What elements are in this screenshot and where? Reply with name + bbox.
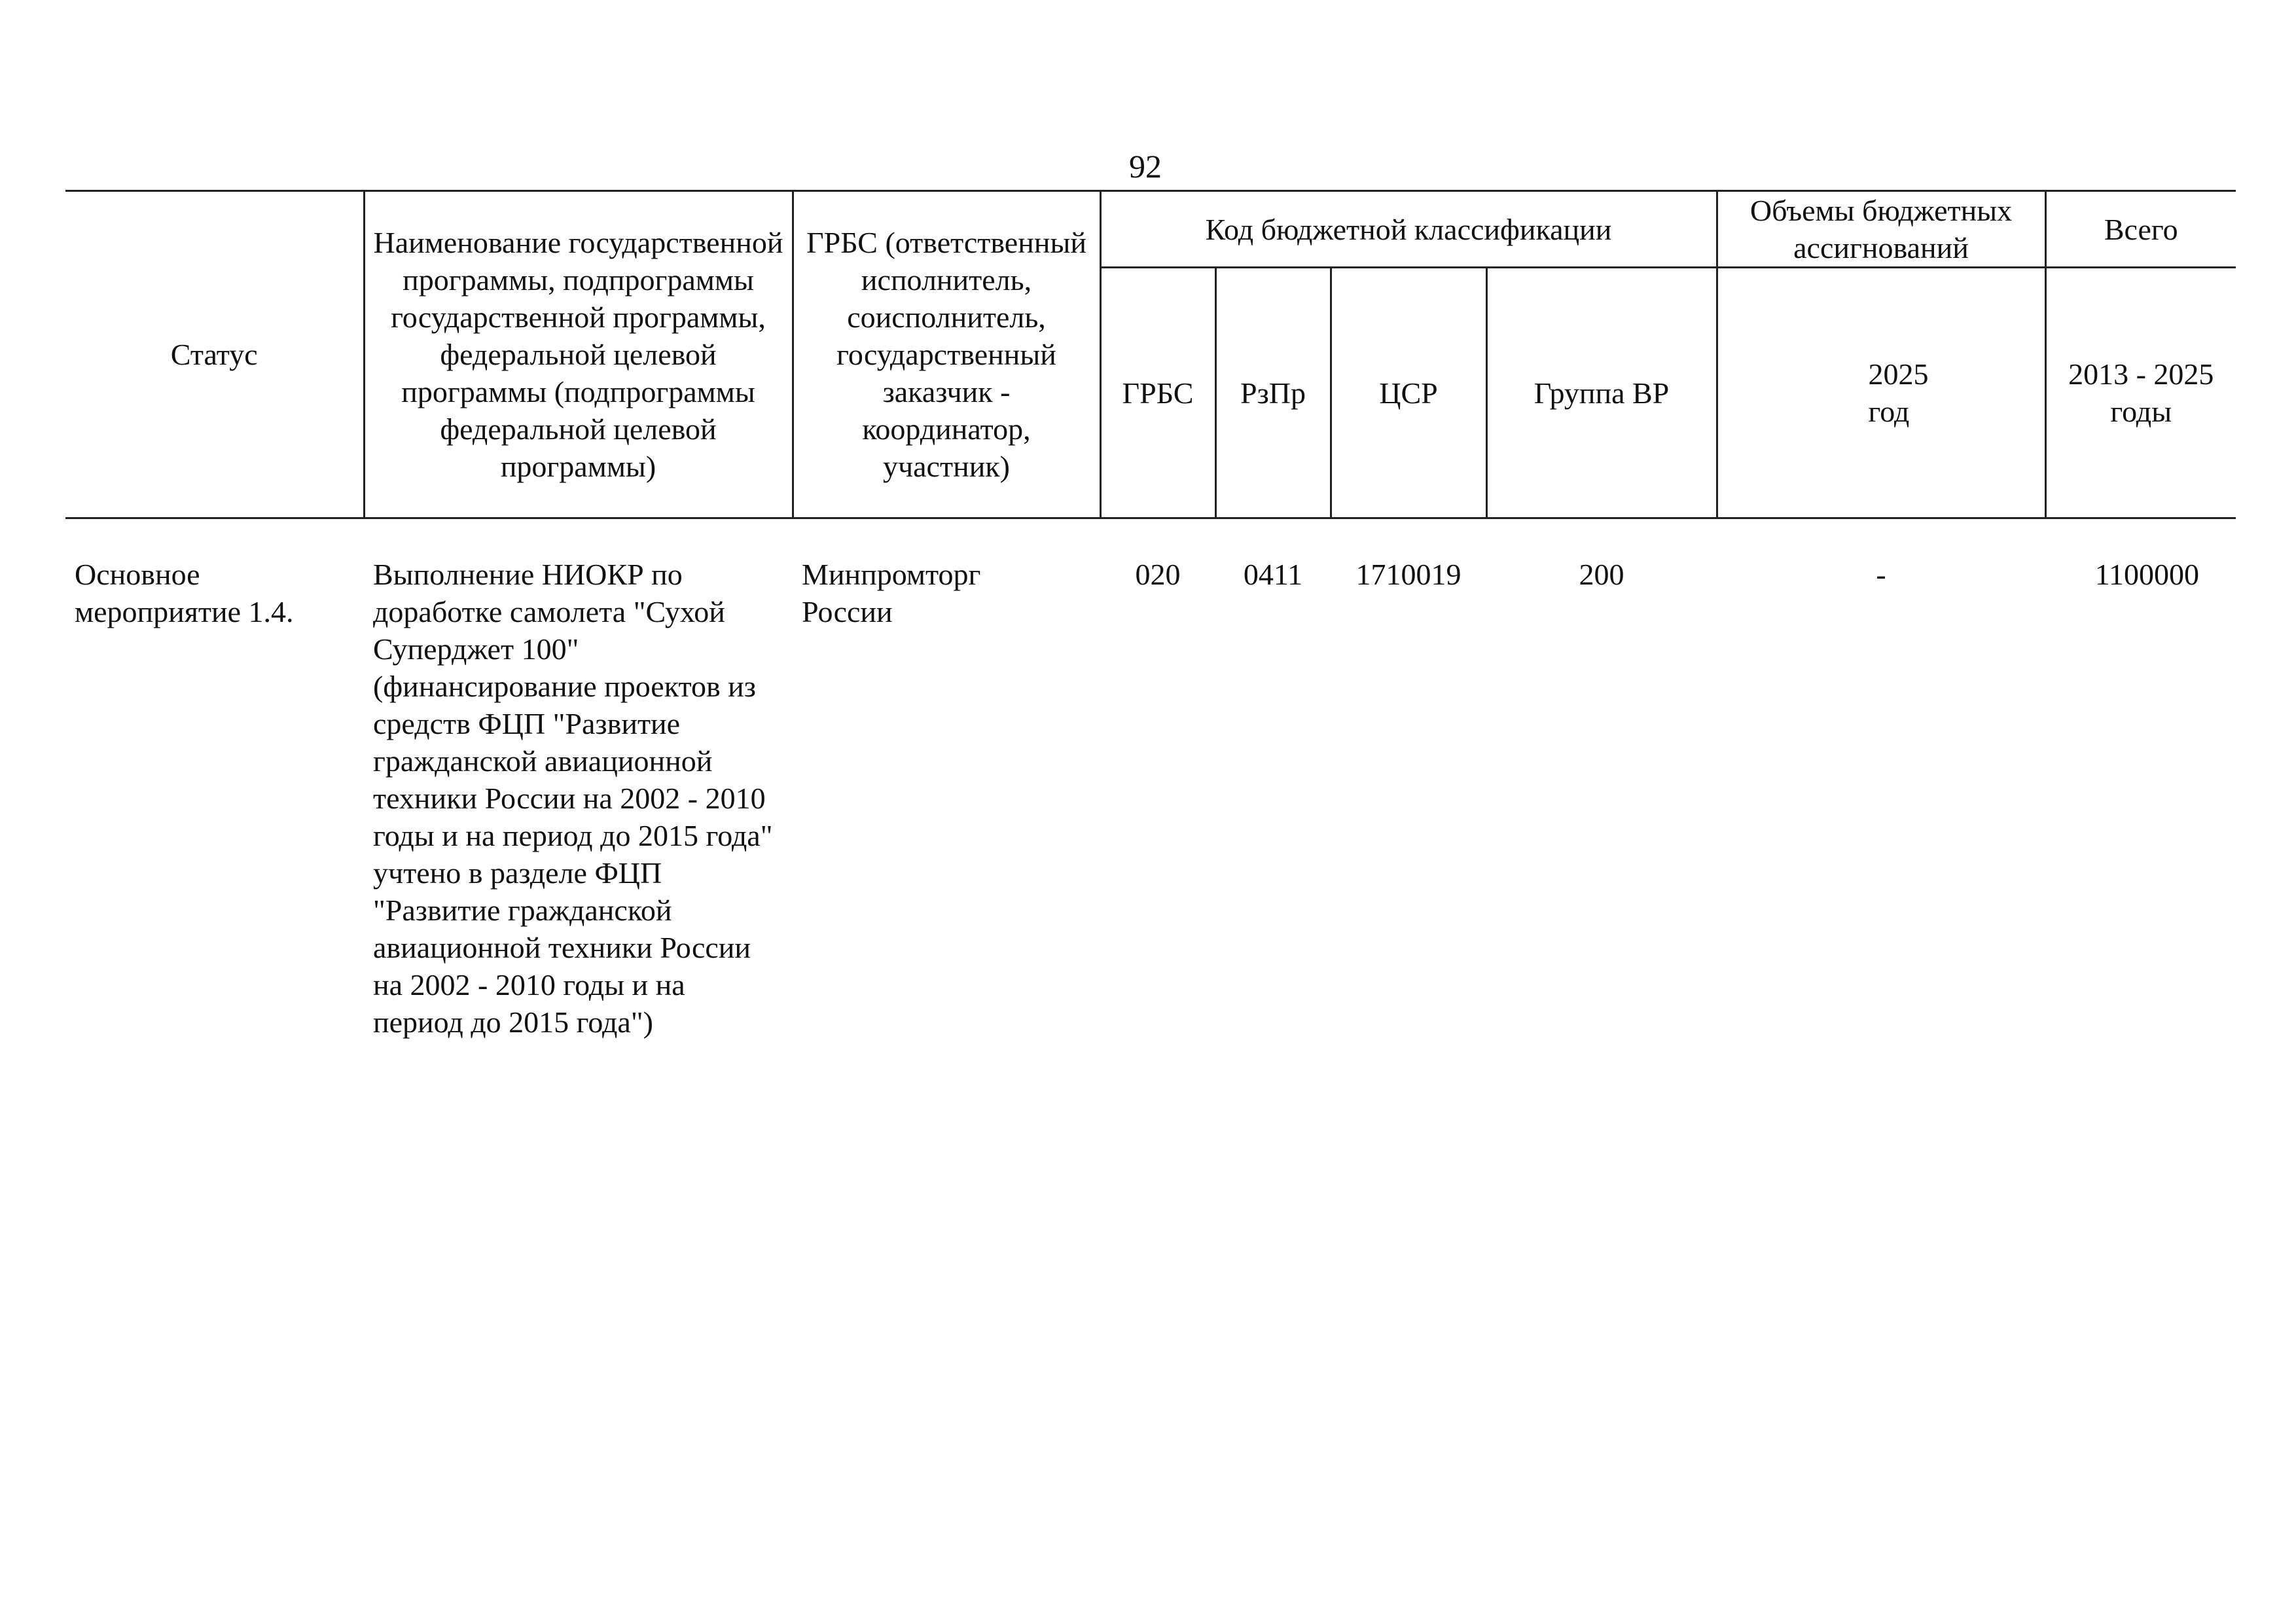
row-amount-2025: -	[1876, 558, 1886, 591]
row-responsible: Минпромторг России	[802, 558, 981, 628]
header-group-vr: Группа ВР	[1486, 268, 1717, 518]
row-csr: 1710019	[1355, 558, 1462, 591]
header-grbs: ГРБС	[1100, 268, 1215, 518]
header-rzpr: РзПр	[1215, 268, 1331, 518]
header-years-total: 2013 - 2025 годы	[2045, 268, 2236, 518]
row-rzpr: 0411	[1243, 558, 1303, 591]
row-grbs: 020	[1135, 558, 1181, 591]
header-allocations: Объемы бюджетных ассигнований	[1717, 191, 2045, 268]
budget-table	[65, 190, 2236, 1041]
header-status: Статус	[65, 191, 364, 518]
row-total: 1100000	[2094, 558, 2200, 591]
header-csr: ЦСР	[1331, 268, 1486, 518]
table-row	[65, 518, 2236, 1041]
budget-table-container	[65, 190, 2236, 1041]
page-number: 92	[1129, 148, 1162, 185]
header-budget-code: Код бюджетной классификации	[1100, 191, 1717, 268]
header-year-2025: 2025 год	[1717, 268, 2045, 518]
header-row-1	[65, 191, 2236, 268]
header-grbs-responsible: ГРБС (ответственный исполнитель, соисполнитель, государственный заказчик - координатор, участник)	[793, 191, 1100, 518]
table-header	[65, 191, 2236, 518]
header-total: Всего	[2045, 191, 2236, 268]
header-program-name: Наименование государственной программы, подпрограммы государственной программы, федеральной целевой программы (подпрограммы федеральной целевой программы)	[364, 191, 793, 518]
row-program-name: Выполнение НИОКР по доработке самолета "Сухой Суперджет 100" (финансирование проектов из средств ФЦП "Развитие гражданской авиационной техники России на 2002 - 2010 годы и на период до 2015 года" учтено в разделе ФЦП "Развитие гражданской авиационной техники России на 2002 - 2010 годы и на период до 2015 года")	[373, 558, 773, 1039]
table-body	[65, 518, 2236, 1041]
row-group-vr: 200	[1579, 558, 1624, 591]
row-status: Основное мероприятие 1.4.	[75, 558, 294, 628]
